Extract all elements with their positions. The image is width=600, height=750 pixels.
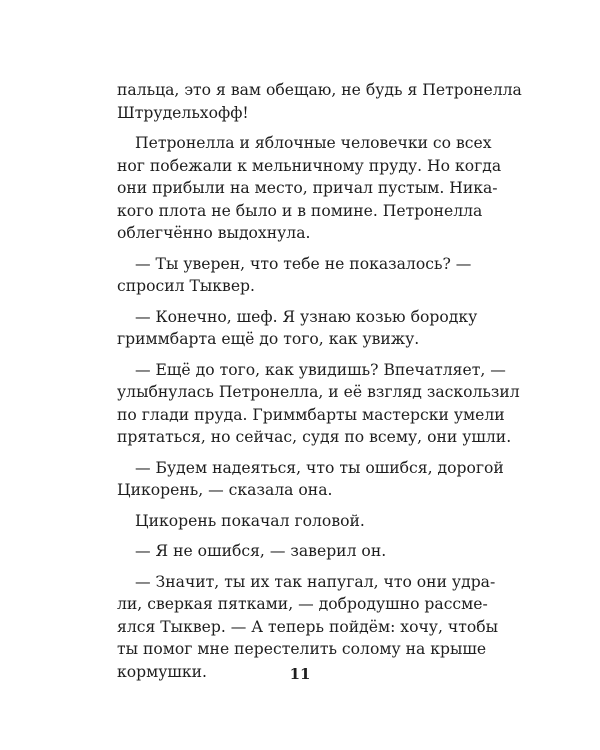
paragraph [117,359,520,449]
paragraph [117,79,522,124]
paragraph [117,457,504,502]
text-line: гриммбарта ещё до того, как увижу. [117,330,420,348]
text-line: Штрудельхофф! [117,103,249,122]
text-line: — Будем надеяться, что ты ошибся, дорогой [135,458,504,477]
text-line: облегчённо выдохнула. [117,224,311,242]
text-line: они прибыли на место, причал пустым. Ника- [117,179,498,197]
page-number: 11 [289,665,311,683]
text-line: пальца, это я вам обещаю, не будь я Петронелла [117,81,522,99]
text-line: кого плота не было и в помине. Петронелла [117,201,483,220]
text-line: — Ещё до того, как увидишь? Впечатляет, — [135,360,506,379]
text-line: — Значит, ты их так напугал, что они удра- [135,572,496,591]
text-line: ялся Тыквер. — А теперь пойдём: хочу, чтобы [117,617,499,636]
text-line: ног побежали к мельничному пруду. Но когда [117,156,502,175]
page-text [117,79,522,691]
text-line: кормушки. [117,662,208,681]
text-line: по глади пруда. Гриммбарты мастерски умели [117,405,505,424]
text-line: спросил Тыквер. [117,277,255,295]
text-line: прятаться, но сейчас, судя по всему, они ушли. [117,428,512,446]
text-line: Цикорень покачал головой. [135,511,365,530]
paragraph [117,132,502,245]
text-line: Цикорень, — сказала она. [117,481,333,499]
text-line: ли, сверкая пятками, — добродушно рассме- [117,595,488,613]
text-line: — Я не ошибся, — заверил он. [135,542,387,560]
text-line: улыбнулась Петронелла, и её взгляд заскользил [117,383,520,401]
text-line: ты помог мне перестелить солому на крыше [117,640,487,658]
text-line: — Конечно, шеф. Я узнаю козью бородку [135,307,478,326]
paragraph [117,510,477,533]
paragraph [117,540,477,563]
text-line: — Ты уверен, что тебе не показалось? — [135,254,472,273]
text-line: Петронелла и яблочные человечки со всех [135,134,492,152]
paragraph [117,306,477,351]
paragraph [117,253,477,298]
